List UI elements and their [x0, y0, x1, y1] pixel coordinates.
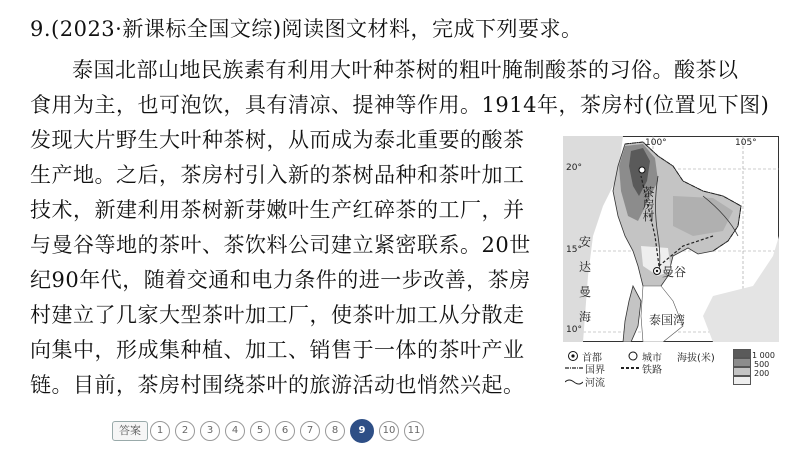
border-line-icon — [565, 365, 583, 371]
sea-label-char: 海 — [579, 310, 592, 324]
elev-value: 1 000 — [752, 351, 775, 360]
elevation-swatch — [733, 376, 751, 385]
sea-label-char: 曼 — [579, 285, 592, 299]
elevation-swatch — [733, 358, 751, 367]
question-nav-3[interactable]: 3 — [200, 421, 220, 441]
question-nav-2[interactable]: 2 — [175, 421, 195, 441]
passage-line: 泰国北部山地民族素有利用大叶种茶树的粗叶腌制酸茶的习俗。酸茶以 — [72, 58, 739, 82]
passage-line: 生产地。之后，茶房村引入新的茶树品种和茶叶加工 — [30, 163, 525, 187]
river-icon — [565, 378, 583, 386]
passage-line: 与曼谷等地的茶叶、茶饮料公司建立紧密联系。20世 — [30, 233, 531, 257]
passage-line: 发现大片野生大叶种茶树，从而成为泰北重要的酸茶 — [30, 128, 525, 152]
capital-label: 曼谷 — [662, 265, 687, 279]
passage-line: 村建立了几家大型茶叶加工厂，使茶叶加工从分散走 — [30, 303, 525, 327]
lon-label: 100° — [645, 138, 667, 148]
map-legend — [565, 346, 775, 398]
answer-button[interactable]: 答案 — [112, 421, 148, 441]
thailand-map — [563, 136, 779, 342]
elevation-swatch — [733, 349, 751, 358]
lat-label: 15° — [566, 245, 582, 255]
question-nav-5[interactable]: 5 — [250, 421, 270, 441]
passage-line: 纪90年代，随着交通和电力条件的进一步改善，茶房 — [30, 268, 531, 292]
sea-label-char: 安 — [579, 235, 592, 249]
city-icon — [627, 350, 639, 362]
village-label: 茶房村 — [641, 186, 655, 222]
railway-icon — [621, 365, 639, 371]
question-nav-8[interactable]: 8 — [325, 421, 345, 441]
passage-line: 向集中，形成集种植、加工、销售于一体的茶叶产业 — [30, 338, 525, 362]
question-nav-11[interactable]: 11 — [404, 421, 424, 441]
passage-line: 链。目前，茶房村围绕茶叶的旅游活动也悄然兴起。 — [30, 373, 525, 397]
question-nav-6[interactable]: 6 — [275, 421, 295, 441]
lat-label: 20° — [566, 163, 582, 173]
sea-label-char: 达 — [579, 260, 592, 274]
capital-icon — [567, 350, 579, 362]
passage-line: 食用为主，也可泡饮，具有清凉、提神等作用。1914年，茶房村(位置见下图) — [30, 93, 770, 117]
question-nav-10[interactable]: 10 — [379, 421, 399, 441]
legend-capital: 首都 — [582, 353, 602, 364]
elev-value: 500 — [754, 360, 770, 369]
legend-city: 城市 — [642, 353, 662, 364]
legend-elevation-title: 海拔(米) — [677, 353, 715, 364]
elevation-swatch — [733, 367, 751, 376]
legend-railway: 铁路 — [642, 365, 662, 376]
question-nav-1[interactable]: 1 — [150, 421, 170, 441]
lat-label: 10° — [566, 325, 582, 335]
question-nav-4[interactable]: 4 — [225, 421, 245, 441]
gulf-label: 泰国湾 — [649, 313, 686, 327]
question-title: 9.(2023·新课标全国文综)阅读图文材料，完成下列要求。 — [30, 17, 583, 41]
legend-border: 国界 — [585, 365, 605, 376]
question-nav-7[interactable]: 7 — [300, 421, 320, 441]
question-nav-9[interactable]: 9 — [350, 419, 374, 443]
passage-line: 技术，新建利用茶树新芽嫩叶生产红碎茶的工厂，并 — [30, 198, 525, 222]
lon-label: 105° — [735, 138, 757, 148]
elev-value: 200 — [754, 369, 770, 378]
legend-river: 河流 — [585, 378, 605, 389]
